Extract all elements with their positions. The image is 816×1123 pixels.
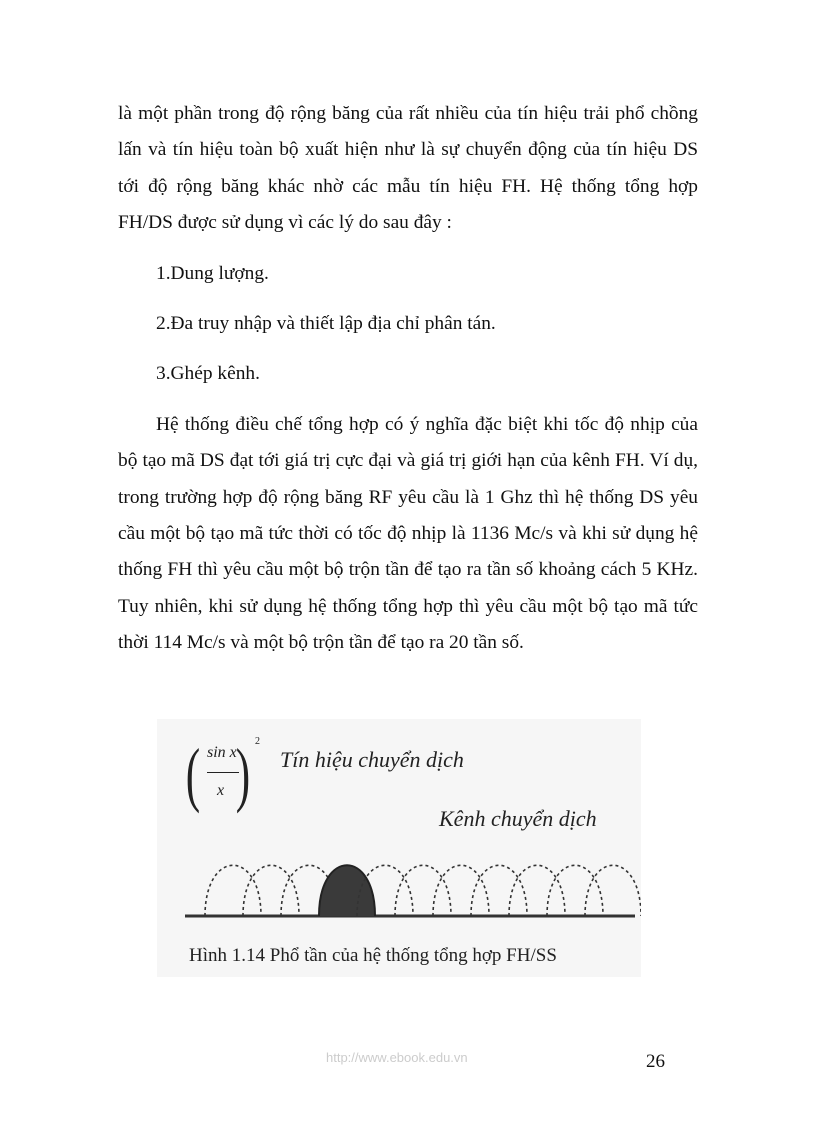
right-paren: ) <box>235 734 251 814</box>
active-lobe <box>319 865 375 916</box>
paragraph-intro: là một phần trong độ rộng băng của rất nhiều của tín hiệu trải phổ chồng lấn và tín hiệu toàn bộ xuất hiện như là sự chuyển động của tín hiệu DS tới độ rộng băng khác nhờ các mẫu tín hiệu FH. Hệ thống tổng hợp FH/DS được sử dụng vì các lý do sau đây : <box>118 103 698 234</box>
formula-exponent: 2 <box>255 736 260 747</box>
document-body <box>118 96 698 662</box>
list-item-multiple-access: 2.Đa truy nhập và thiết lập địa chỉ phân tán. <box>156 313 496 335</box>
lobe <box>509 865 565 916</box>
lobe-group <box>205 865 641 916</box>
lobe <box>585 865 641 916</box>
list-item-multiplexing: 3.Ghép kênh. <box>156 363 260 385</box>
label-shifted-signal: Tín hiệu chuyển dịch <box>280 747 464 772</box>
formula-denominator: x <box>217 782 225 799</box>
label-shifted-channel: Kênh chuyển dịch <box>439 806 597 831</box>
footer-url[interactable]: http://www.ebook.edu.vn <box>326 1050 468 1065</box>
spectrum-figure <box>157 719 641 977</box>
page-number: 26 <box>646 1051 665 1072</box>
lobe <box>433 865 489 916</box>
list-item-capacity: 1.Dung lượng. <box>156 262 269 284</box>
lobe <box>471 865 527 916</box>
left-paren: ( <box>185 734 201 814</box>
lobe <box>547 865 603 916</box>
fraction-bar <box>207 772 239 773</box>
formula-numerator: sin x <box>207 744 237 761</box>
lobe <box>395 865 451 916</box>
figure-caption: Hình 1.14 Phổ tần của hệ thống tổng hợp FH/SS <box>189 945 557 966</box>
lobe <box>205 865 261 916</box>
lobe <box>243 865 299 916</box>
sinc-formula <box>185 734 260 822</box>
paragraph-main: Hệ thống điều chế tổng hợp có ý nghĩa đặc biệt khi tốc độ nhịp của bộ tạo mã DS đạt tới giá trị cực đại và giá trị giới hạn của kênh FH. Ví dụ, trong trường hợp độ rộng băng RF yêu cầu là 1 Ghz thì hệ thống DS yêu cầu một bộ tạo mã tức thời có tốc độ nhịp là 1136 Mc/s và khi sử dụng hệ thống FH thì yêu cầu một bộ trộn tần để tạo ra tần số khoảng cách 5 KHz. Tuy nhiên, khi sử dụng hệ thống tổng hợp thì yêu cầu một bộ tạo mã tức thời 114 Mc/s và một bộ trộn tần để tạo ra 20 tần số. <box>118 413 698 654</box>
